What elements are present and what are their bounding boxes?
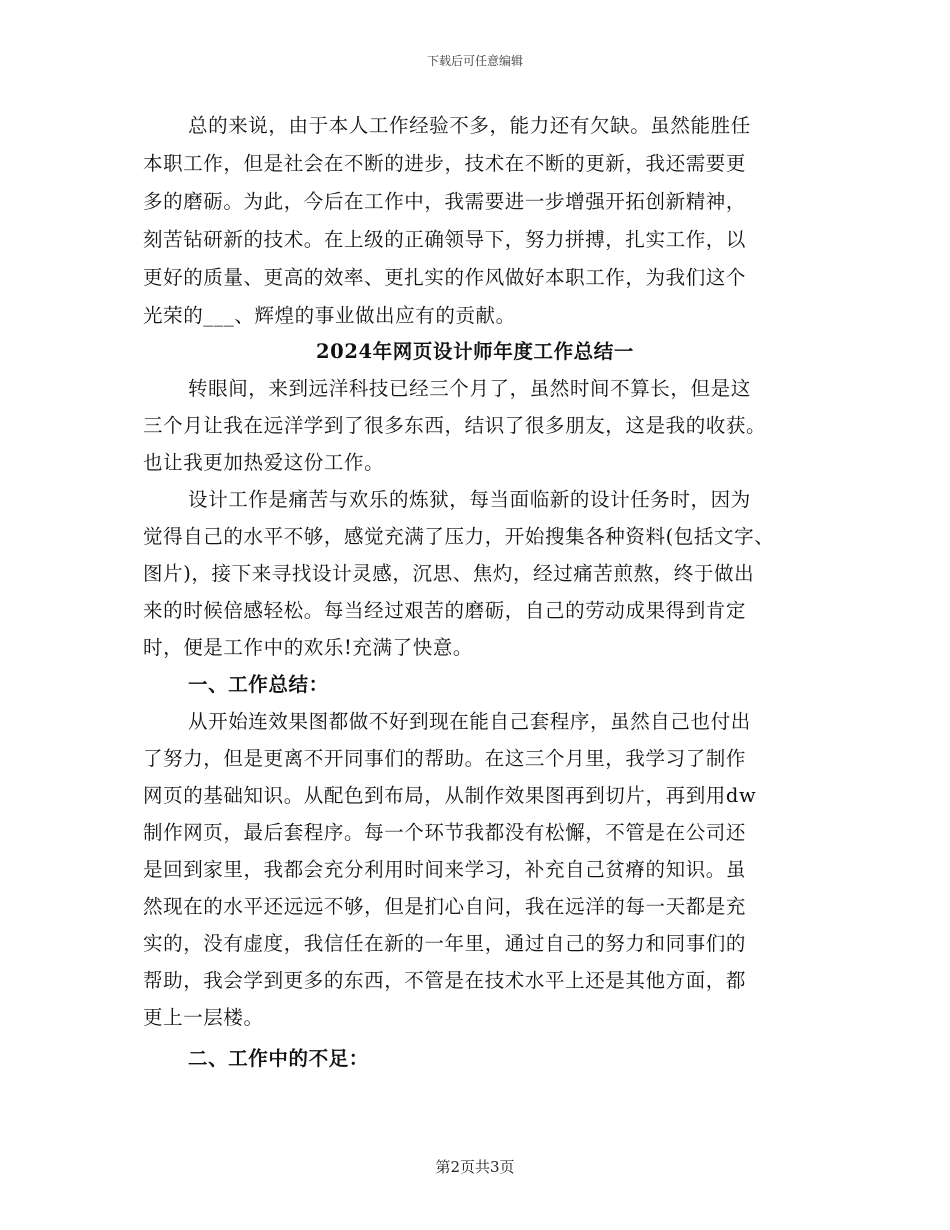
- paragraph-line: 更好的质量、更高的效率、更扎实的作风做好本职工作，为我们这个: [143, 266, 747, 289]
- paragraph-line: 更上一层楼。: [143, 1006, 264, 1029]
- section-title: 2024年网页设计师年度工作总结一: [316, 340, 634, 363]
- paragraph-line: 来的时候倍感轻松。每当经过艰苦的磨砺，自己的劳动成果得到肯定: [143, 599, 747, 622]
- paragraph-line: 网页的基础知识。从配色到布局，从制作效果图再到切片，再到用dw: [143, 784, 757, 807]
- paragraph-line: 三个月让我在远洋学到了很多东西，结识了很多朋友，这是我的收获。: [143, 414, 767, 437]
- paragraph-line: 本职工作，但是社会在不断的进步，技术在不断的更新，我还需要更: [143, 152, 747, 175]
- paragraph-line: 觉得自己的水平不够，感觉充满了压力，开始搜集各种资料(包括文字、: [143, 525, 775, 548]
- paragraph-line: 总的来说，由于本人工作经验不多，能力还有欠缺。虽然能胜任: [188, 114, 751, 137]
- paragraph-line: 也让我更加热爱这份工作。: [143, 451, 385, 474]
- paragraph-line: 时，便是工作中的欢乐!充满了快意。: [143, 636, 474, 659]
- paragraph-line: 了努力，但是更离不开同事们的帮助。在这三个月里，我学习了制作: [143, 747, 747, 770]
- paragraph-line: 实的，没有虚度，我信任在新的一年里，通过自己的努力和同事们的: [143, 932, 747, 955]
- page-footer: 第2页共3页: [435, 1158, 515, 1176]
- paragraph-line: 多的磨砺。为此，今后在工作中，我需要进一步增强开拓创新精神，: [143, 190, 747, 213]
- section-heading: 一、工作总结：: [188, 673, 329, 696]
- paragraph-line: 从开始连效果图都做不好到现在能自己套程序，虽然自己也付出: [188, 710, 751, 733]
- paragraph-line: 帮助，我会学到更多的东西，不管是在技术水平上还是其他方面，都: [143, 969, 747, 992]
- paragraph-line: 图片)，接下来寻找设计灵感，沉思、焦灼，经过痛苦煎熬，终于做出: [143, 562, 755, 585]
- paragraph-line: 转眼间，来到远洋科技已经三个月了，虽然时间不算长，但是这: [188, 377, 751, 400]
- paragraph-line: 然现在的水平还远远不够，但是扪心自问，我在远洋的每一天都是充: [143, 895, 747, 918]
- paragraph-line: 设计工作是痛苦与欢乐的炼狱，每当面临新的设计任务时，因为: [188, 488, 751, 511]
- paragraph-line: 制作网页，最后套程序。每一个环节我都没有松懈，不管是在公司还: [143, 821, 747, 844]
- paragraph-line: 光荣的___、辉煌的事业做出应有的贡献。: [143, 304, 516, 327]
- paragraph-line: 是回到家里，我都会充分利用时间来学习，补充自己贫瘠的知识。虽: [143, 858, 747, 881]
- section-heading: 二、工作中的不足：: [188, 1047, 369, 1070]
- page-header: 下载后可任意编辑: [426, 54, 523, 68]
- paragraph-line: 刻苦钻研新的技术。在上级的正确领导下，努力拼搏，扎实工作，以: [143, 228, 747, 251]
